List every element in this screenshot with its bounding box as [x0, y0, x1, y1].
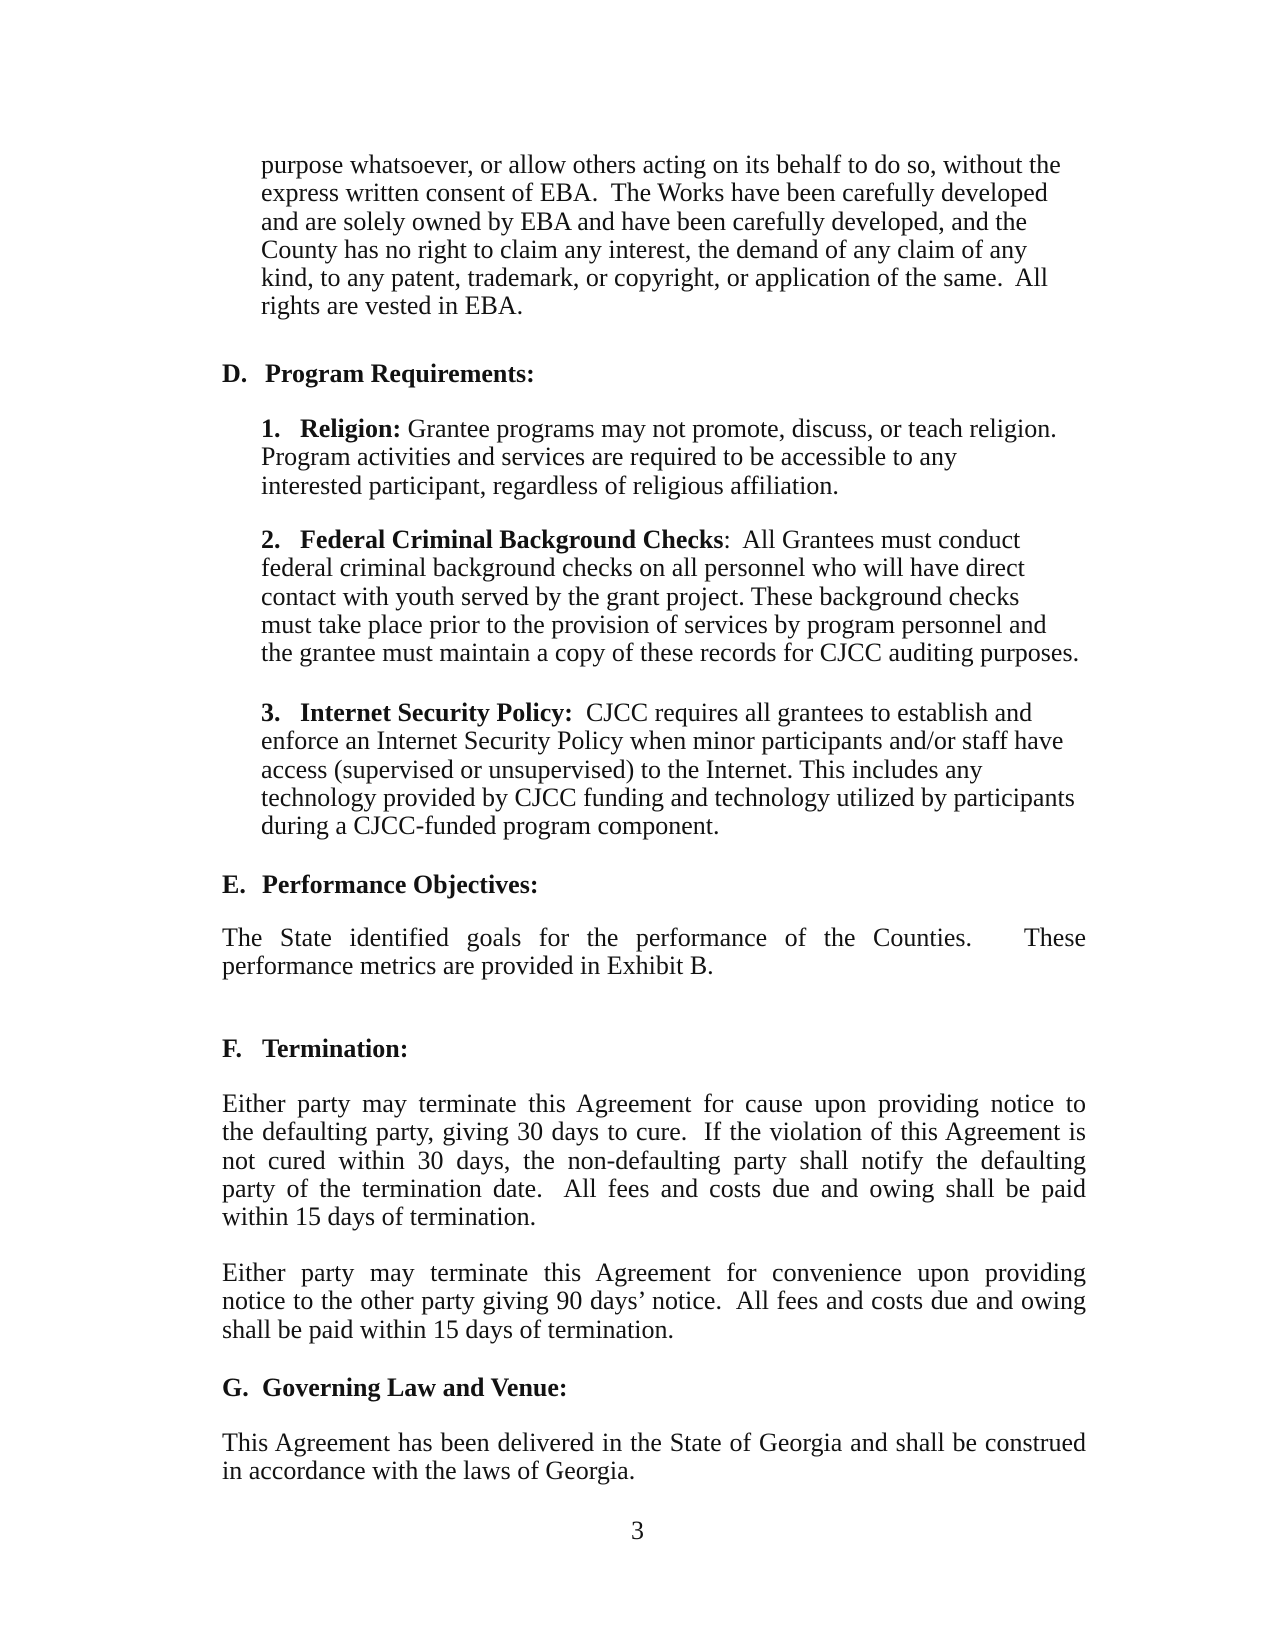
heading-governing-law-and-venue	[222, 1374, 1142, 1402]
list-item-internet-security-policy	[261, 699, 1085, 840]
text-line: F. Termination:	[222, 1034, 409, 1063]
list-item-religion	[261, 415, 1085, 500]
text-line: enforce an Internet Security Policy when minor participants and/or staff have	[261, 726, 1064, 756]
text-line: County has no right to claim any interest, the demand of any claim of any	[261, 234, 1028, 264]
text-line: shall be paid within 15 days of termination.	[222, 1314, 675, 1344]
text-line: 3. Internet Security Policy: CJCC requires all grantees to establish and	[261, 698, 1033, 727]
text-line: E. Performance Objectives:	[222, 870, 539, 899]
text-line: notice to the other party giving 90 days’ notice. All fees and costs due and owing	[222, 1286, 1086, 1316]
text-line: and are solely owned by EBA and have been carefully developed, and the	[261, 206, 1027, 236]
text-line: federal criminal background checks on all personnel who will have direct	[261, 553, 1025, 583]
paragraph-works-ownership	[261, 151, 1085, 321]
text-line: access (supervised or unsupervised) to the Internet. This includes any	[261, 754, 983, 784]
text-line: party of the termination date. All fees and costs due and owing shall be paid	[222, 1173, 1086, 1203]
text-line: contact with youth served by the grant project. These background checks	[261, 581, 1020, 611]
text-line: interested participant, regardless of religious affiliation.	[261, 470, 839, 500]
paragraph-termination-for-convenience	[222, 1259, 1086, 1344]
paragraph-governing-law	[222, 1429, 1086, 1486]
text-line: 2. Federal Criminal Background Checks: All Grantees must conduct	[261, 525, 1021, 554]
text-line: 1. Religion: Grantee programs may not promote, discuss, or teach religion.	[261, 414, 1057, 443]
text-line: performance metrics are provided in Exhibit B.	[222, 951, 714, 981]
text-line: within 15 days of termination.	[222, 1202, 537, 1232]
text-line: not cured within 30 days, the non-defaulting party shall notify the defaulting	[222, 1145, 1086, 1175]
paragraph-performance-objectives	[222, 924, 1086, 981]
page-number: 3	[631, 1516, 644, 1545]
text-line: Either party may terminate this Agreement for cause upon providing notice to	[222, 1089, 1086, 1118]
text-line: must take place prior to the provision of services by program personnel and	[261, 609, 1047, 639]
paragraph-termination-for-cause	[222, 1090, 1086, 1231]
text-line: rights are vested in EBA.	[261, 291, 524, 321]
text-line: Program activities and services are required to be accessible to any	[261, 442, 957, 472]
text-line: technology provided by CJCC funding and technology utilized by participants	[261, 782, 1075, 812]
text-line: during a CJCC-funded program component.	[261, 811, 720, 841]
text-line: Either party may terminate this Agreement for convenience upon providing	[222, 1258, 1086, 1287]
text-line: G. Governing Law and Venue:	[222, 1373, 568, 1402]
heading-program-requirements	[222, 360, 1142, 388]
heading-termination	[222, 1035, 1142, 1063]
list-item-federal-background-checks	[261, 526, 1085, 667]
text-line: purpose whatsoever, or allow others acting on its behalf to do so, without the	[261, 150, 1061, 179]
text-line: This Agreement has been delivered in the State of Georgia and shall be construed	[222, 1428, 1086, 1457]
text-line: D. Program Requirements:	[222, 359, 535, 388]
text-line: kind, to any patent, trademark, or copyright, or application of the same. All	[261, 263, 1049, 293]
text-line: The State identified goals for the performance of the Counties. These	[222, 923, 1086, 952]
heading-performance-objectives	[222, 871, 1142, 899]
text-line: the defaulting party, giving 30 days to cure. If the violation of this Agreement is	[222, 1117, 1086, 1147]
text-line: in accordance with the laws of Georgia.	[222, 1456, 636, 1486]
text-line: the grantee must maintain a copy of these records for CJCC auditing purposes.	[261, 638, 1080, 668]
text-line: express written consent of EBA. The Works have been carefully developed	[261, 178, 1048, 208]
